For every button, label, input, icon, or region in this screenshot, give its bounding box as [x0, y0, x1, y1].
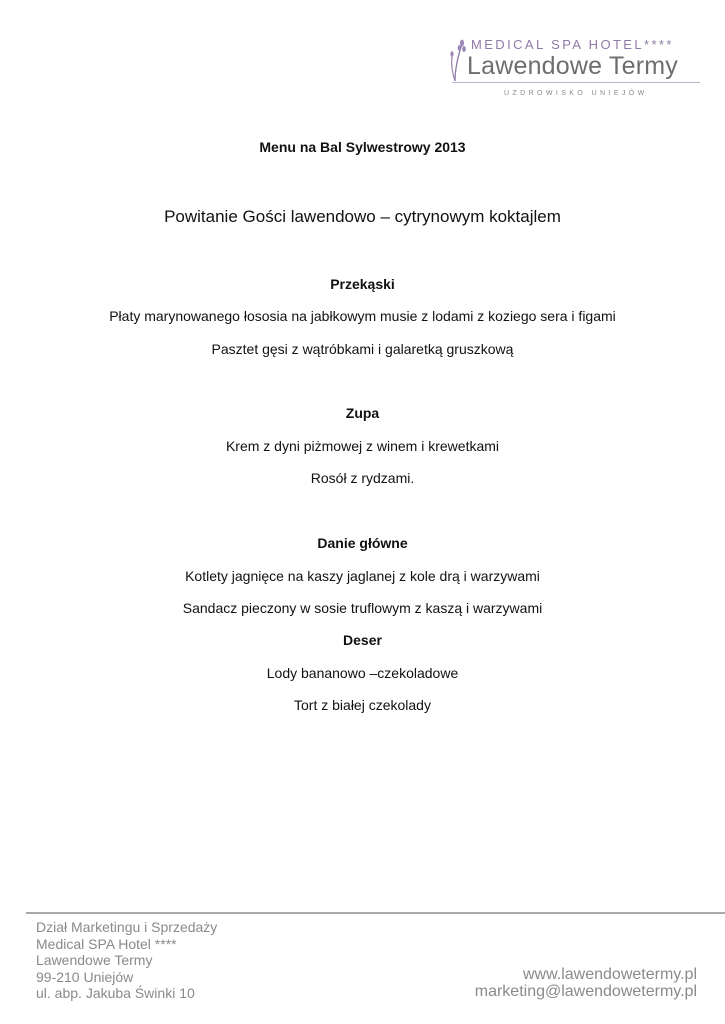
logo-tagline: MEDICAL SPA HOTEL****	[471, 37, 674, 52]
footer-address-line: Lawendowe Termy	[36, 952, 153, 968]
footer-address-line: Medical SPA Hotel ****	[36, 935, 177, 952]
footer-address	[36, 919, 217, 1002]
welcome-line: Powitanie Gości lawendowo – cytrynowym koktajlem	[164, 207, 561, 226]
menu-item: Lody bananowo –czekoladowe	[266, 665, 459, 681]
menu-item: Pasztet gęsi z wątróbkami i galaretką gruszkową	[211, 341, 514, 357]
section-heading-dessert: Deser	[343, 632, 382, 648]
menu-item: Tort z białej czekolady	[294, 697, 431, 713]
hotel-logo	[444, 34, 706, 104]
logo-location: UZDROWISKO UNIEJÓW	[504, 90, 648, 97]
logo-divider	[452, 82, 700, 83]
section-heading-appetizers: Przekąski	[330, 276, 395, 292]
menu-item: Krem z dyni piżmowej z winem i krewetkami	[225, 438, 500, 454]
menu-item: Kotlety jagnięce na kaszy jaglanej z kole drą i warzywami	[185, 568, 540, 584]
menu-item: Płaty marynowanego łososia na jabłkowym musie z lodami z koziego sera i figami	[109, 308, 616, 324]
menu-item: Rosół z rydzami.	[310, 470, 415, 486]
footer-email-link[interactable]: marketing@lawendowetermy.pl	[474, 983, 697, 1000]
footer-contact	[475, 966, 697, 1000]
section-heading-main-course: Danie główne	[317, 535, 408, 551]
section-heading-soup: Zupa	[345, 405, 380, 421]
menu-title: Menu na Bal Sylwestrowy 2013	[259, 139, 466, 155]
footer-divider	[26, 912, 725, 914]
logo-name: Lawendowe Termy	[467, 52, 678, 80]
footer-address-line: 99-210 Uniejów	[36, 968, 134, 985]
footer-website-link[interactable]: www.lawendowetermy.pl	[523, 966, 697, 983]
menu-item: Sandacz pieczony w sosie truflowym z kaszą i warzywami	[182, 600, 543, 616]
footer-address-line: Dział Marketingu i Sprzedaży	[36, 919, 218, 935]
footer-address-line: ul. abp. Jakuba Świnki 10	[36, 985, 195, 1001]
